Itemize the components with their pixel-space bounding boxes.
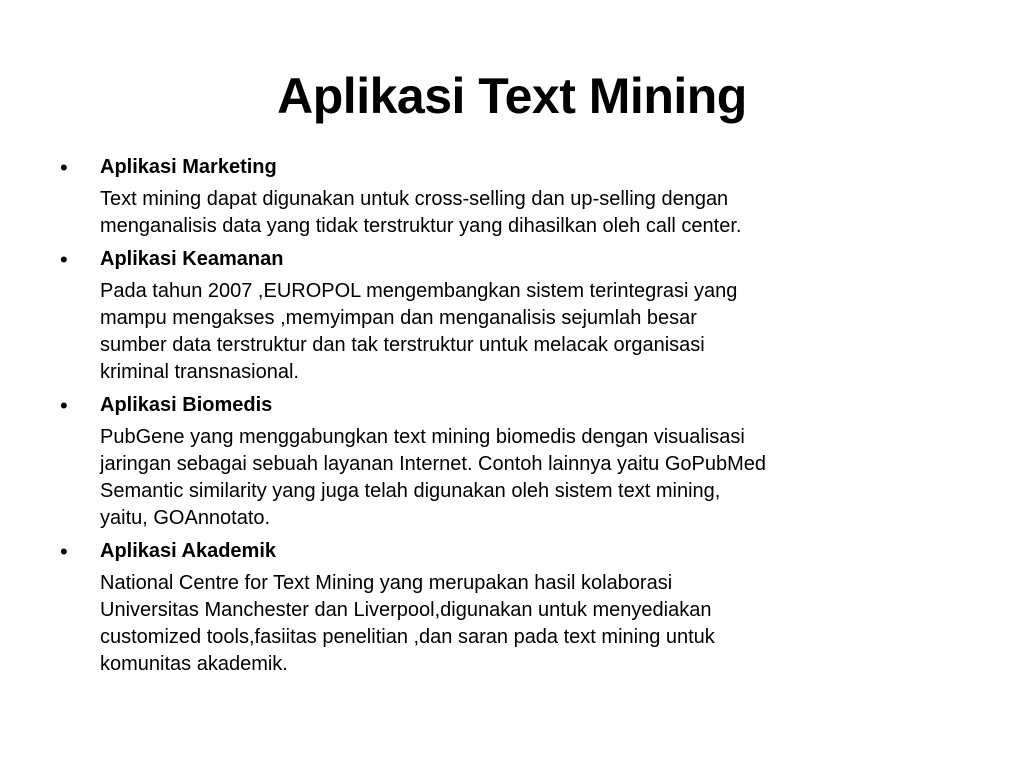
item-body: Pada tahun 2007 ,EUROPOL mengembangkan sistem terintegrasi yang mampu mengakses ,memyimpan dan menganalisis sejumlah besar sumber data terstruktur dan tak terstruktur untuk melacak organisasi kriminal transnasional. xyxy=(100,280,738,383)
list-item-biomedis xyxy=(60,392,980,532)
bullet-icon: • xyxy=(60,539,68,564)
list-item-akademik xyxy=(60,538,980,678)
item-heading: Aplikasi Akademik xyxy=(100,540,277,562)
bullet-icon: • xyxy=(60,393,68,418)
item-body: PubGene yang menggabungkan text mining biomedis dengan visualisasi jaringan sebagai sebuah layanan Internet. Contoh lainnya yaitu GoPubMed Semantic similarity yang juga telah digunakan oleh sistem text mining, yaitu, GOAnnotato. xyxy=(100,426,767,529)
list-item-keamanan xyxy=(60,246,980,386)
bullet-icon: • xyxy=(60,155,68,180)
item-body: Text mining dapat digunakan untuk cross-selling dan up-selling dengan menganalisis data yang tidak terstruktur yang dihasilkan oleh call center. xyxy=(100,188,742,237)
item-heading: Aplikasi Marketing xyxy=(100,156,277,178)
slide-title: Aplikasi Text Mining xyxy=(277,68,747,124)
item-heading: Aplikasi Keamanan xyxy=(100,248,284,270)
item-heading: Aplikasi Biomedis xyxy=(100,394,273,416)
item-body: National Centre for Text Mining yang merupakan hasil kolaborasi Universitas Manchester dan Liverpool,digunakan untuk menyediakan customized tools,fasiitas penelitian ,dan saran pada text mining untuk komunitas akademik. xyxy=(100,572,715,675)
list-item-marketing xyxy=(60,154,980,240)
bullet-list xyxy=(60,154,980,684)
bullet-icon: • xyxy=(60,247,68,272)
